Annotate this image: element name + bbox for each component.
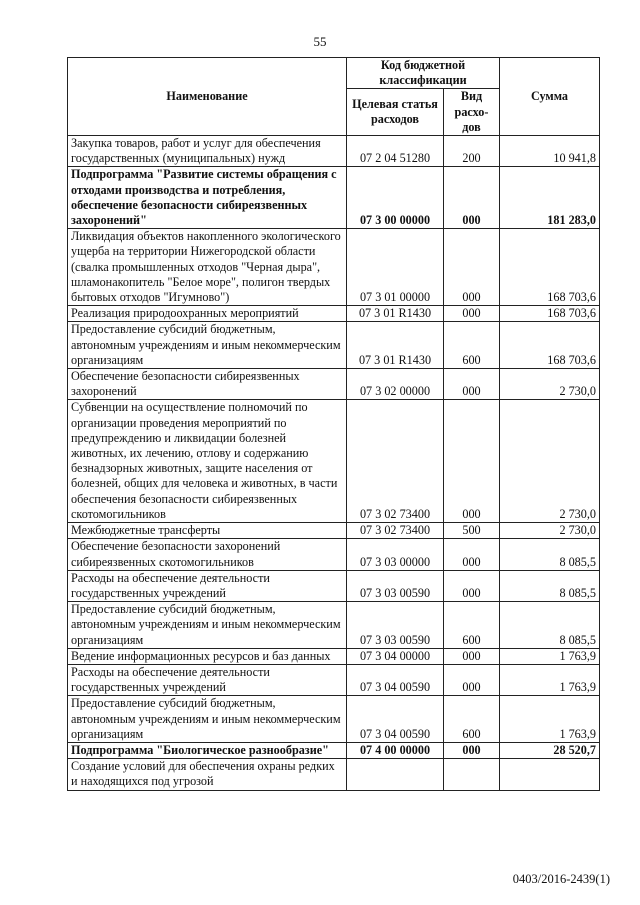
row-code-cell: 07 3 03 00590 [347, 602, 444, 649]
row-code-cell: 07 3 01 R1430 [347, 306, 444, 322]
row-sum-cell: 8 085,5 [500, 602, 600, 649]
row-type-cell: 600 [444, 696, 500, 743]
table-row [68, 648, 600, 664]
row-code-cell [347, 759, 444, 790]
header-expense-type: Вид расхо-дов [444, 89, 500, 136]
row-code-cell: 07 3 02 73400 [347, 523, 444, 539]
row-type-cell: 500 [444, 523, 500, 539]
row-code-cell: 07 3 01 00000 [347, 229, 444, 306]
row-code-cell: 07 4 00 00000 [347, 742, 444, 758]
header-code-group: Код бюджетной классификации [347, 58, 500, 89]
table-row [68, 136, 600, 167]
row-code-cell: 07 3 04 00590 [347, 696, 444, 743]
row-sum-cell: 2 730,0 [500, 523, 600, 539]
row-sum-cell: 10 941,8 [500, 136, 600, 167]
header-name: Наименование [68, 58, 347, 136]
row-name-cell: Подпрограмма "Биологическое разнообразие" [68, 742, 347, 758]
row-type-cell: 000 [444, 570, 500, 601]
row-name-cell: Реализация природоохранных мероприятий [68, 306, 347, 322]
row-type-cell: 000 [444, 167, 500, 229]
row-type-cell: 200 [444, 136, 500, 167]
row-name-cell: Обеспечение безопасности захоронений сибиреязвенных скотомогильников [68, 539, 347, 570]
row-name-cell: Предоставление субсидий бюджетным, автономным учреждениям и иным некоммерческим организациям [68, 322, 347, 369]
row-code-cell: 07 3 01 R1430 [347, 322, 444, 369]
row-type-cell: 600 [444, 602, 500, 649]
header-target-article: Целевая статья расходов [347, 89, 444, 136]
row-sum-cell: 8 085,5 [500, 539, 600, 570]
row-sum-cell: 168 703,6 [500, 322, 600, 369]
table-row [68, 570, 600, 601]
row-code-cell: 07 3 03 00590 [347, 570, 444, 601]
row-name-cell: Субвенции на осуществление полномочий по организации проведения мероприятий по предупреждению и ликвидации болезней животных, их лечению, отлову и содержанию безнадзорных животных, защите населения от болезней, общих для человека и животных, в части обеспечения безопасности сибиреязвенных скотомогильников [68, 400, 347, 523]
table-row [68, 400, 600, 523]
table-row [68, 759, 600, 790]
row-type-cell: 000 [444, 229, 500, 306]
table-row [68, 369, 600, 400]
row-type-cell: 000 [444, 742, 500, 758]
row-name-cell: Расходы на обеспечение деятельности государственных учреждений [68, 570, 347, 601]
row-code-cell: 07 3 00 00000 [347, 167, 444, 229]
row-code-cell: 07 3 04 00000 [347, 648, 444, 664]
row-type-cell: 000 [444, 664, 500, 695]
row-name-cell: Закупка товаров, работ и услуг для обеспечения государственных (муниципальных) нужд [68, 136, 347, 167]
row-type-cell: 000 [444, 369, 500, 400]
row-sum-cell: 28 520,7 [500, 742, 600, 758]
table-row [68, 742, 600, 758]
row-sum-cell: 168 703,6 [500, 306, 600, 322]
table-row [68, 602, 600, 649]
table-row [68, 664, 600, 695]
row-type-cell: 000 [444, 306, 500, 322]
table-header [68, 58, 600, 136]
table-row [68, 523, 600, 539]
row-code-cell: 07 3 04 00590 [347, 664, 444, 695]
row-type-cell: 000 [444, 539, 500, 570]
table-row [68, 322, 600, 369]
row-name-cell: Ведение информационных ресурсов и баз данных [68, 648, 347, 664]
budget-table [67, 57, 600, 791]
row-sum-cell: 181 283,0 [500, 167, 600, 229]
table-row [68, 229, 600, 306]
row-name-cell: Межбюджетные трансферты [68, 523, 347, 539]
row-code-cell: 07 2 04 51280 [347, 136, 444, 167]
table-row [68, 306, 600, 322]
table-row [68, 539, 600, 570]
row-type-cell [444, 759, 500, 790]
row-name-cell: Расходы на обеспечение деятельности государственных учреждений [68, 664, 347, 695]
row-name-cell: Ликвидация объектов накопленного экологического ущерба на территории Нижегородской области (свалка промышленных отходов "Черная дыра", шламонакопитель "Белое море", полигон твердых бытовых отходов "Игумново") [68, 229, 347, 306]
row-sum-cell: 1 763,9 [500, 664, 600, 695]
row-type-cell: 000 [444, 400, 500, 523]
row-sum-cell [500, 759, 600, 790]
document-footer-code: 0403/2016-2439(1) [512, 872, 610, 886]
row-sum-cell: 2 730,0 [500, 400, 600, 523]
row-name-cell: Подпрограмма "Развитие системы обращения с отходами производства и потребления, обеспечение безопасности сибиреязвенных захоронений" [68, 167, 347, 229]
table-body [68, 136, 600, 791]
row-code-cell: 07 3 02 00000 [347, 369, 444, 400]
row-sum-cell: 168 703,6 [500, 229, 600, 306]
row-sum-cell: 8 085,5 [500, 570, 600, 601]
row-code-cell: 07 3 02 73400 [347, 400, 444, 523]
row-name-cell: Предоставление субсидий бюджетным, автономным учреждениям и иным некоммерческим организациям [68, 696, 347, 743]
row-name-cell: Создание условий для обеспечения охраны редких и находящихся под угрозой [68, 759, 347, 790]
table-row [68, 167, 600, 229]
row-name-cell: Предоставление субсидий бюджетным, автономным учреждениям и иным некоммерческим организациям [68, 602, 347, 649]
table-row [68, 696, 600, 743]
row-name-cell: Обеспечение безопасности сибиреязвенных захоронений [68, 369, 347, 400]
row-type-cell: 000 [444, 648, 500, 664]
row-code-cell: 07 3 03 00000 [347, 539, 444, 570]
row-sum-cell: 1 763,9 [500, 696, 600, 743]
row-sum-cell: 1 763,9 [500, 648, 600, 664]
header-sum: Сумма [500, 58, 600, 136]
page-number: 55 [313, 34, 327, 49]
row-type-cell: 600 [444, 322, 500, 369]
row-sum-cell: 2 730,0 [500, 369, 600, 400]
